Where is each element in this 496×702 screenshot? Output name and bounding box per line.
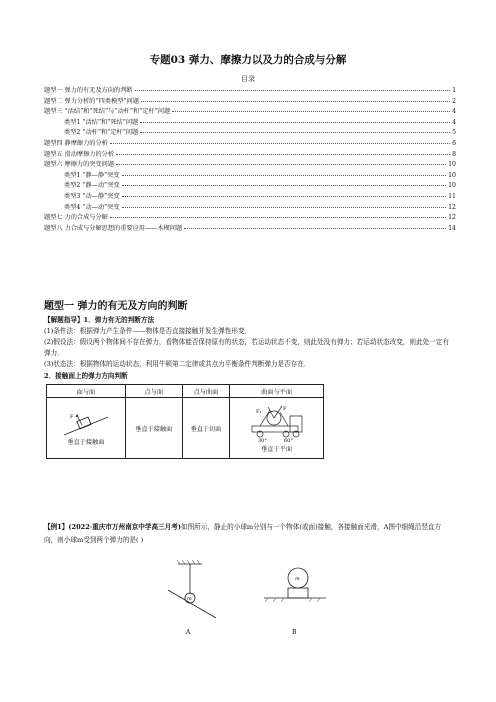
truck-pipe-figure bbox=[246, 404, 308, 444]
method-2: (2)假设法：假设两个物体间不存在弹力，看物体能否保持原有的状态，若运动状态不变，则此处没有弹力；若运动状态改变，则此处一定有弹力． bbox=[44, 338, 449, 357]
toc-entry-page: 10 bbox=[448, 182, 456, 190]
svg-text:m: m bbox=[187, 596, 192, 602]
table-header: 点与曲面 bbox=[182, 385, 230, 398]
svg-text:B: B bbox=[292, 629, 297, 635]
toc-leader-dots bbox=[184, 228, 446, 229]
toc-entry-label: 题型一 弹力的有无及方向的判断 bbox=[44, 87, 133, 94]
toc-entry-page: 2 bbox=[452, 97, 456, 105]
example-text: 如图所示，静止的小球m分别与一个物体(或面)接触，各接触面光滑，A图中细绳沿竖直方向，则小球m受到两个弹力的是( ) bbox=[44, 523, 442, 544]
toc-entry-label: 类型1 “静—静”突变 bbox=[64, 171, 120, 179]
svg-text:30°: 30° bbox=[257, 437, 267, 444]
svg-text:m: m bbox=[295, 576, 300, 582]
toc-leader-dots bbox=[141, 101, 450, 102]
table-header: 曲面与平面 bbox=[230, 385, 324, 398]
toc-leader-dots bbox=[140, 122, 450, 123]
toc-leader-dots bbox=[140, 132, 450, 133]
table-of-contents bbox=[44, 85, 456, 233]
toc-entry-page: 12 bbox=[448, 203, 456, 211]
table-header: 点与面 bbox=[125, 385, 182, 398]
toc-leader-dots bbox=[122, 207, 447, 208]
toc-entry-label: 类型2 “静—动”突变 bbox=[64, 182, 120, 190]
toc-entry[interactable] bbox=[44, 138, 456, 149]
toc-leader-dots bbox=[122, 175, 447, 176]
toc-entry-label: 类型2 “动杆”和“定杆”问题 bbox=[64, 129, 139, 137]
table-cell: 垂直于切面 bbox=[182, 398, 230, 459]
toc-entry[interactable] bbox=[44, 170, 456, 181]
toc-entry[interactable] bbox=[44, 85, 456, 96]
toc-entry[interactable] bbox=[44, 159, 456, 170]
toc-entry-label: 题型六 摩擦力的突变问题 bbox=[44, 161, 115, 169]
table-cell: F₁ F 30° 60° 垂直于平面 bbox=[230, 398, 324, 459]
toc-entry-page: 5 bbox=[452, 129, 456, 137]
toc-leader-dots bbox=[122, 196, 447, 197]
subheading-2: 2．接触面上的弹力方向判断 bbox=[44, 372, 128, 380]
toc-entry-label: 题型七 力的合成与分解 bbox=[44, 214, 108, 222]
toc-entry-label: 类型4 “动—动”突变 bbox=[64, 203, 120, 211]
toc-leader-dots bbox=[135, 90, 450, 91]
toc-entry-page: 4 bbox=[452, 118, 456, 126]
toc-entry[interactable] bbox=[44, 180, 456, 191]
block-on-incline-figure bbox=[60, 411, 112, 437]
toc-entry[interactable] bbox=[44, 127, 456, 138]
guide-label: 【解题指导】1．弹力有无的判断方法 bbox=[44, 316, 155, 324]
toc-entry-page: 1 bbox=[452, 87, 456, 94]
section-heading: 题型一 弹力的有无及方向的判断 bbox=[44, 301, 188, 312]
toc-entry-page: 4 bbox=[452, 108, 456, 116]
table-cell: F 垂直于接触面 bbox=[47, 398, 126, 459]
toc-entry[interactable] bbox=[44, 212, 456, 223]
toc-entry-page: 10 bbox=[448, 171, 456, 179]
svg-text:A: A bbox=[186, 629, 191, 635]
toc-entry[interactable] bbox=[44, 106, 456, 117]
toc-leader-dots bbox=[110, 217, 446, 218]
svg-text:60°: 60° bbox=[283, 437, 293, 444]
toc-entry-page: 10 bbox=[448, 161, 456, 169]
toc-entry-label: 类型3 “动—静”突变 bbox=[64, 192, 120, 200]
toc-leader-dots bbox=[116, 154, 450, 155]
example-1 bbox=[44, 521, 454, 547]
figure-a bbox=[160, 560, 220, 635]
method-1: (1)条件法：根据弹力产生条件——物体是否直接接触并发生弹性形变． bbox=[44, 327, 252, 335]
toc-entry[interactable] bbox=[44, 223, 456, 234]
toc-entry-label: 题型八 力合成与分解思想的重要应用——木楔问题 bbox=[44, 224, 183, 232]
toc-entry-label: 题型二 弹力分析的“四类模型”问题 bbox=[44, 97, 139, 105]
svg-text:F₁: F₁ bbox=[255, 408, 262, 415]
toc-entry[interactable] bbox=[44, 96, 456, 107]
toc-entry-page: 6 bbox=[452, 139, 456, 147]
toc-entry-page: 8 bbox=[452, 150, 456, 158]
toc-leader-dots bbox=[110, 143, 450, 144]
table-cell: 垂直于接触面 bbox=[125, 398, 182, 459]
svg-text:F: F bbox=[69, 413, 74, 420]
toc-heading: 目录 bbox=[241, 75, 255, 83]
toc-leader-dots bbox=[172, 111, 450, 112]
toc-entry[interactable] bbox=[44, 117, 456, 128]
toc-entry-page: 12 bbox=[448, 214, 456, 222]
toc-leader-dots bbox=[116, 164, 446, 165]
toc-entry-label: 题型三 “活结”和“死结”与“动杆”和“定杆”问题 bbox=[44, 108, 171, 116]
toc-entry[interactable] bbox=[44, 191, 456, 202]
toc-entry-label: 题型五 滑动摩擦力的分析 bbox=[44, 150, 115, 158]
toc-entry-label: 类型1 “活结”和“死结”问题 bbox=[64, 118, 139, 126]
toc-entry[interactable] bbox=[44, 202, 456, 213]
force-direction-table bbox=[46, 384, 324, 459]
svg-text:F: F bbox=[282, 405, 287, 412]
example-label: 【例1】(2022·重庆市万州南京中学高三月考) bbox=[44, 523, 181, 531]
toc-entry-page: 14 bbox=[448, 224, 456, 232]
table-header: 面与面 bbox=[47, 385, 126, 398]
toc-entry-page: 11 bbox=[448, 192, 456, 200]
toc-entry-label: 题型四 静摩擦力的分析 bbox=[44, 139, 108, 147]
toc-leader-dots bbox=[122, 185, 447, 186]
toc-entry[interactable] bbox=[44, 149, 456, 160]
page-title: 专题03 弹力、摩擦力以及力的合成与分解 bbox=[149, 54, 347, 66]
method-3: (3)状态法：根据物体的运动状态，利用牛顿第二定律或共点力平衡条件判断弹力是否存在． bbox=[44, 360, 311, 368]
figure-b bbox=[260, 560, 330, 635]
